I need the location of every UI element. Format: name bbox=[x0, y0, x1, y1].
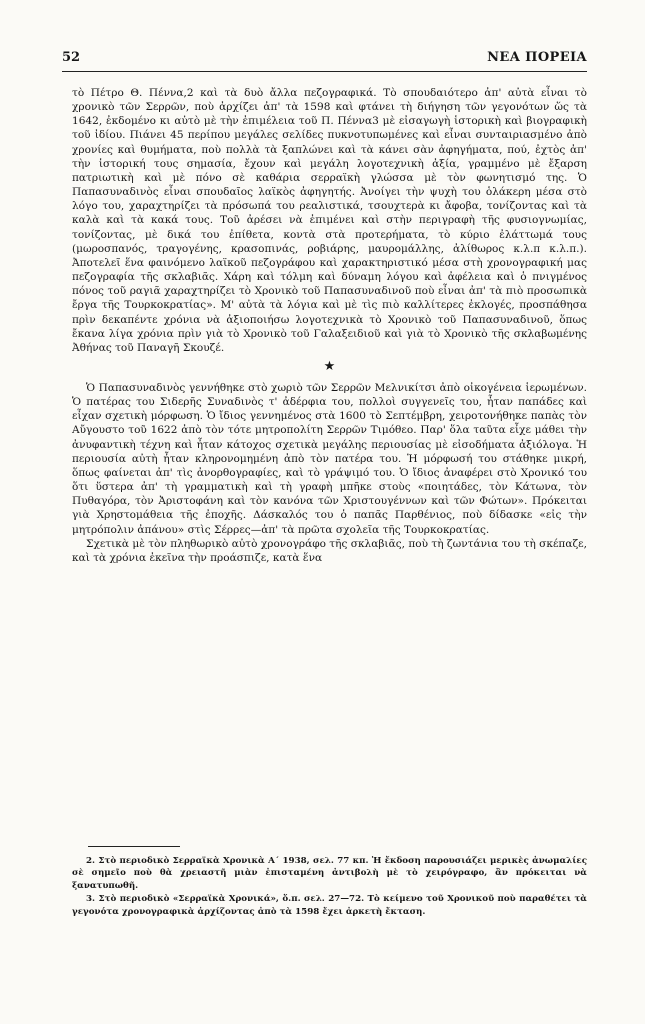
page-header bbox=[62, 50, 587, 65]
footnote-rule bbox=[88, 846, 180, 847]
footnote: 3. Στὸ περιοδικὸ «Σερραϊκὰ Χρονικά», ὅ.π. σελ. 27—72. Τὸ κείμενο τοῦ Χρονικοῦ ποὺ παραθέτει τὰ γεγονότα χρονογραφικὰ ἀρχίζοντας ἀπὸ τὰ 1598 ἔχει ἀρκετὴ ἔκταση. bbox=[72, 894, 587, 917]
section-separator: ★ bbox=[323, 358, 336, 374]
body-text bbox=[72, 86, 587, 565]
page-number: 52 bbox=[62, 50, 81, 65]
footnote: 2. Στὸ περιοδικὸ Σερραϊκὰ Χρονικὰ Α΄ 1938, σελ. 77 κπ. Ἡ ἔκδοση παρουσιάζει μερικὲς ἀνωμαλίες σὲ σημεῖο ποὺ θὰ χρειαστῆ μιὰν ἐπισταμένη ἀντιβολὴ μὲ τὸ χειρόγραφο, ἂν πρόκειται νὰ ξανατυπωθῆ. bbox=[72, 856, 587, 891]
footnotes bbox=[72, 855, 587, 919]
paragraph: τὸ Πέτρο Θ. Πέννα,2 καὶ τὰ δυὸ ἄλλα πεζογραφικά. Τὸ σπουδαιότερο ἀπ' αὐτὰ εἶναι τὸ χρονικὸ τῶν Σερρῶν, ποὺ ἀρχίζει ἀπ' τὰ 1598 καὶ φτάνει τὴ διήγηση τῶν γεγονότων ὥς τὰ 1642, ἐκδομένο κι αὐτὸ μὲ τὴν ἐπιμέλεια τοῦ Π. Πέννα3 μὲ εἰσαγωγὴ ἱστορικὴ καὶ βιογραφικὴ τοῦ ἰδίου. Πιάνει 45 περίπου μεγάλες σελίδες πυκνοτυπωμένες καὶ εἶναι συνταιριασμένο ἀπὸ χρονίες καὶ θυμήματα, ποὺ πολλὰ τὰ ξαπλώνει καὶ τὰ κάνει σὰν ἀφηγήματα, πού, ἐχτὸς ἀπ' τὴν ἱστορική τους σημασία, ἔχουν καὶ μεγάλη λογοτεχνικὴ ἀξία, γραμμένο μὲ ἔξαρση πατριωτικὴ καὶ μὲ πόνο σὲ καθάρια σερραϊκὴ γλώσσα μὲ τὸν φωνητισμό της. Ὁ Παπασυναδινὸς εἶναι σπουδαῖος λαϊκὸς ἀφηγητής. Ἀνοίγει τὴν ψυχὴ του ὁλάκερη μέσα στὸ λόγο του, χαραχτηρίζει τὰ πρόσωπά του ρεαλιστικά, τσουχτερὰ κι ἄφοβα, τονίζοντας καὶ τὰ καλὰ καὶ τὰ κακά τους. Τοῦ ἀρέσει νὰ ἐπιμένει καὶ στὴν περιγραφὴ τῆς φυσιογνωμίας, τονίζοντας, μὲ δικά του ἐπίθετα, κοντὰ στὰ προτερήματα, τὸ κύριο ἐλάττωμά τους (μωροσπανός, τραγογένης, κρασοπινάς, ροβιάρης, μαυρομάλλης, ἀλίθωρος κ.λ.π κ.λ.π.). Ἀποτελεῖ ἕνα φαινόμενο λαϊκοῦ πεζογράφου καὶ χαρακτηριστικό μέσα στὴ χρονογραφική μας πεζογραφία τῆς σκλαβιᾶς. Χάρη καὶ τόλμη καὶ δύναμη λόγου καὶ ἀφέλεια καὶ ὁ πνιγμένος πόνος τοῦ ραγιᾶ χαραχτηρίζει τὸ Χρονικὸ τοῦ Παπασυναδινοῦ ποὺ εἶναι ἀπ' τὰ πιὸ προσωπικὰ ἔργα τῆς Τουρκοκρατίας». Μ' αὐτὰ τὰ λόγια καὶ μὲ τὶς πιὸ καλλίτερες ἐκλογές, προσπάθησα πρὶν δεκαπέντε χρόνια νὰ ἀξιοποιήσω λογοτεχνικὰ τὸ Χρονικὸ τοῦ Παπασυναδινοῦ, ὅπως ἔκανα λίγα χρόνια πρὶν γιὰ τὸ Χρονικὸ τοῦ Γαλαξειδιοῦ καὶ γιὰ τὸ Χρονικὸ τῆς σκλαβωμένης Ἀθήνας τοῦ Παναγῆ Σκουζέ. bbox=[72, 87, 587, 354]
header-rule bbox=[62, 71, 587, 72]
journal-title: ΝΕΑ ΠΟΡΕΙΑ bbox=[487, 50, 587, 65]
paragraph: Ὁ Παπασυναδινὸς γεννήθηκε στὸ χωριὸ τῶν Σερρῶν Μελνικίτσι ἀπὸ οἰκογένεια ἱερωμένων. Ὁ πατέρας του Σιδερῆς Συναδινὸς τ' ἀδέρφια του, πολλοὶ συγγενεῖς του, ἦταν παπάδες καὶ εἶχαν σχετικὴ μόρφωση. Ὁ ἴδιος γεννημένος στὰ 1600 τὸ Σεπτέμβρη, χειροτονήθηκε παπὰς τὸν Αὔγουστο τοῦ 1622 ἀπὸ τὸν τότε μητροπολίτη Σερρῶν Τιμόθεο. Παρ' ὅλα ταῦτα εἶχε μάθει τὴν ἀνυφαντικὴ τέχνη καὶ ἦταν κάτοχος σχετικὰ μεγάλης περιουσίας μὲ εἰσοδήματα ἀξιόλογα. Ἡ περιουσία αὐτὴ ἦταν κληρονομημένη ἀπὸ τὸν πατέρα του. Ἡ μόρφωσή του στάθηκε μικρή, ὅπως φαίνεται ἀπ' τὶς ἀνορθογραφίες, καὶ τὸ γράψιμό του. Ὁ ἴδιος ἀναφέρει στὸ Χρονικό του ὅτι ὕστερα ἀπ' τὴ γραμματικὴ καὶ τὴ γραφὴ μπῆκε στοὺς «ποιητάδες, τὸν Κάτωνα, τὸν Πυθαγόρα, τὸν Ἀριστοφάνη καὶ τὸν κανόνα τῶν Χριστουγέννων καὶ τῶν Φώτων». Πρόκειται γιὰ Χρηστομάθεια τῆς ἐποχῆς. Δάσκαλός του ὁ παπᾶς Παρθένιος, ποὺ δίδασκε «εἰς τὴν μητρόπολιν ἀπάνου» στὶς Σέρρες—ἀπ' τὰ πρῶτα σχολεῖα τῆς Τουρκοκρατίας. bbox=[72, 381, 587, 536]
paragraph: Σχετικὰ μὲ τὸν πληθωρικὸ αὐτὸ χρονογράφο τῆς σκλαβιᾶς, ποὺ τὴ ζωντάνια του τὴ σκέπαζε, καὶ τὰ χρόνια ἐκεῖνα τὴν προάσπιζε, κατὰ ἕνα bbox=[72, 537, 587, 564]
